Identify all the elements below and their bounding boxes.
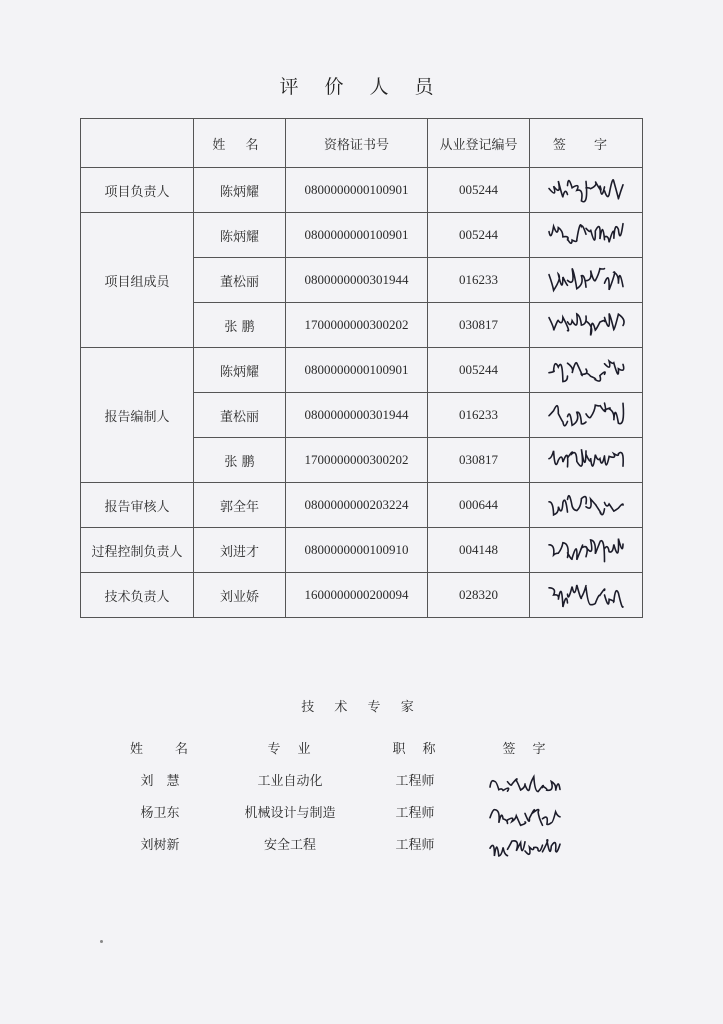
handwritten-signature — [541, 170, 631, 210]
header-cert: 资格证书号 — [286, 119, 428, 168]
expert-signature — [475, 834, 575, 868]
registration-number-cell: 005244 — [428, 348, 530, 393]
expert-row — [120, 834, 640, 866]
cert-number-cell: 0800000000301944 — [286, 258, 428, 303]
handwritten-signature — [541, 575, 631, 615]
table-row — [81, 348, 643, 393]
registration-number-cell: 028320 — [428, 573, 530, 618]
expert-signature — [475, 770, 575, 804]
registration-number-cell: 000644 — [428, 483, 530, 528]
handwritten-signature — [482, 802, 568, 832]
signature-cell — [530, 528, 643, 573]
cert-number-cell: 0800000000100901 — [286, 168, 428, 213]
role-cell: 报告审核人 — [81, 483, 194, 528]
registration-number-cell: 016233 — [428, 258, 530, 303]
name-cell: 郭全年 — [194, 483, 286, 528]
experts-header-title: 职 称 — [392, 742, 438, 757]
cert-number-cell: 0800000000301944 — [286, 393, 428, 438]
signature-cell — [530, 483, 643, 528]
header-name: 姓 名 — [194, 119, 286, 168]
handwritten-signature — [482, 770, 568, 800]
cert-number-cell: 1700000000300202 — [286, 438, 428, 483]
registration-number-cell: 016233 — [428, 393, 530, 438]
registration-number-cell: 030817 — [428, 438, 530, 483]
handwritten-signature — [541, 485, 631, 525]
expert-name: 杨卫东 — [140, 806, 180, 821]
experts-header-signature: 签 字 — [502, 742, 548, 757]
handwritten-signature — [482, 834, 568, 864]
name-cell: 董松丽 — [194, 258, 286, 303]
name-cell: 刘业娇 — [194, 573, 286, 618]
name-cell: 董松丽 — [194, 393, 286, 438]
expert-major: 机械设计与制造 — [244, 806, 336, 821]
experts-header-row — [120, 738, 640, 770]
role-cell: 报告编制人 — [81, 348, 194, 483]
signature-cell — [530, 213, 643, 258]
registration-number-cell: 030817 — [428, 303, 530, 348]
experts-header-major: 专 业 — [267, 742, 313, 757]
cert-number-cell: 0800000000100901 — [286, 348, 428, 393]
table-row — [81, 483, 643, 528]
signature-cell — [530, 573, 643, 618]
role-cell: 技术负责人 — [81, 573, 194, 618]
signature-cell — [530, 348, 643, 393]
experts-list — [120, 738, 640, 866]
expert-name: 刘 慧 — [140, 774, 180, 789]
role-cell: 过程控制负责人 — [81, 528, 194, 573]
table-row — [81, 213, 643, 258]
cert-number-cell: 0800000000100901 — [286, 213, 428, 258]
table-row — [81, 168, 643, 213]
table-header-row — [81, 119, 643, 168]
name-cell: 陈炳耀 — [194, 168, 286, 213]
expert-title: 工程师 — [395, 838, 435, 853]
experts-title: 技 术 专 家 — [301, 700, 422, 715]
name-cell: 陈炳耀 — [194, 213, 286, 258]
handwritten-signature — [541, 530, 631, 570]
handwritten-signature — [541, 215, 631, 255]
expert-title: 工程师 — [395, 774, 435, 789]
name-cell: 刘进才 — [194, 528, 286, 573]
cert-number-cell: 0800000000203224 — [286, 483, 428, 528]
expert-signature — [475, 802, 575, 836]
handwritten-signature — [541, 395, 631, 435]
expert-title: 工程师 — [395, 806, 435, 821]
handwritten-signature — [541, 440, 631, 480]
registration-number-cell: 005244 — [428, 213, 530, 258]
expert-row — [120, 802, 640, 834]
header-reg: 从业登记编号 — [428, 119, 530, 168]
role-cell: 项目负责人 — [81, 168, 194, 213]
experts-header-name: 姓 名 — [129, 742, 190, 757]
expert-name: 刘树新 — [140, 838, 180, 853]
personnel-table — [80, 118, 643, 618]
cert-number-cell: 0800000000100910 — [286, 528, 428, 573]
expert-major: 安全工程 — [263, 838, 316, 853]
role-cell: 项目组成员 — [81, 213, 194, 348]
signature-cell — [530, 258, 643, 303]
table-row — [81, 573, 643, 618]
signature-cell — [530, 168, 643, 213]
signature-cell — [530, 393, 643, 438]
expert-major: 工业自动化 — [257, 774, 323, 789]
cert-number-cell: 1700000000300202 — [286, 303, 428, 348]
handwritten-signature — [541, 260, 631, 300]
expert-row — [120, 770, 640, 802]
header-role — [81, 119, 194, 168]
name-cell: 陈炳耀 — [194, 348, 286, 393]
signature-cell — [530, 438, 643, 483]
page-title: 评 价 人 员 — [279, 76, 444, 98]
scan-dot — [100, 940, 103, 943]
table-row — [81, 528, 643, 573]
handwritten-signature — [541, 350, 631, 390]
header-signature: 签 字 — [530, 119, 643, 168]
name-cell: 张 鹏 — [194, 303, 286, 348]
signature-cell — [530, 303, 643, 348]
registration-number-cell: 004148 — [428, 528, 530, 573]
cert-number-cell: 1600000000200094 — [286, 573, 428, 618]
name-cell: 张 鹏 — [194, 438, 286, 483]
registration-number-cell: 005244 — [428, 168, 530, 213]
handwritten-signature — [541, 305, 631, 345]
